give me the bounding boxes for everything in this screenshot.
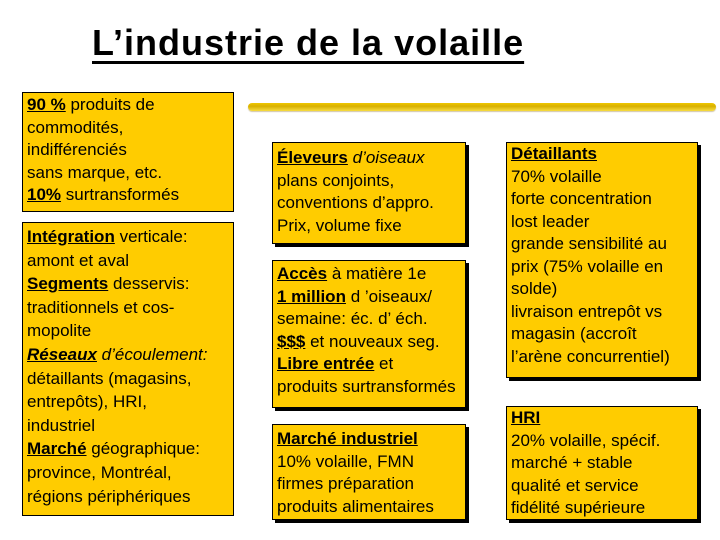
box2-line9: industriel (27, 415, 96, 435)
box7-line4: qualité et service (511, 475, 639, 495)
box7-heading: HRI (511, 408, 541, 427)
box6-line10: l’arène concurrentiel) (511, 346, 670, 366)
box5-line4: produits alimentaires (277, 496, 434, 516)
box1-line4: sans marque, etc. (27, 162, 163, 182)
box1-line1: 90 % produits de (27, 95, 155, 114)
box2-line10: Marché géographique: (27, 439, 200, 459)
box6-line6: prix (75% volaille en (511, 256, 664, 276)
box4-line1: Accès à matière 1e (277, 264, 427, 283)
box4-line2: 1 million d ’oiseaux/ (277, 286, 432, 306)
box4-line3: semaine: éc. d’ éch. (277, 309, 428, 328)
breeders-box (272, 142, 466, 244)
box5-line2: 10% volaille, FMN (277, 451, 414, 471)
box6-line9: magasin (accroît (511, 324, 637, 343)
box3-line3: conventions d’appro. (277, 193, 434, 212)
box1-line3: indifférenciés (27, 140, 127, 159)
box2-line1: Intégration verticale: (27, 227, 188, 246)
box6-line2: 70% volaille (511, 166, 602, 186)
box3-line4: Prix, volume fixe (277, 215, 402, 235)
box6-heading: Détaillants (511, 144, 597, 163)
commodities-box (22, 92, 234, 212)
box3-line1: Éleveurs d’oiseaux (277, 148, 425, 167)
box6-line7: solde) (511, 279, 558, 298)
box4-line6: produits surtransformés (277, 376, 456, 396)
access-box (272, 260, 466, 408)
box2-line12: régions périphériques (27, 486, 191, 506)
box7-line3: marché + stable (511, 453, 633, 472)
box2-line4: traditionnels et cos- (27, 297, 175, 317)
page-title: L’industrie de la volaille (92, 22, 525, 63)
box4-line5: Libre entrée et (277, 354, 394, 373)
box3-line2: plans conjoints, (277, 170, 395, 190)
box2-line7: détaillants (magasins, (27, 368, 192, 388)
box5-heading: Marché industriel (277, 429, 418, 448)
decorative-rule (248, 103, 716, 111)
box6-line8: livraison entrepôt vs (511, 301, 663, 321)
box6-line5: grande sensibilité au (511, 234, 667, 253)
box2-line11: province, Montréal, (27, 462, 172, 482)
box2-line6: Réseaux d’écoulement: (27, 344, 208, 364)
box4-line4: $$$ et nouveaux seg. (277, 331, 440, 351)
box2-line5: mopolite (27, 321, 92, 341)
box6-line3: forte concentration (511, 189, 652, 208)
box1-line2: commodités, (27, 117, 124, 137)
box7-line5: fidélité supérieure (511, 498, 646, 517)
box2-line8: entrepôts), HRI, (27, 392, 147, 412)
industrial-market-box (272, 424, 466, 520)
integration-box (22, 222, 234, 516)
box7-line2: 20% volaille, spécif. (511, 430, 661, 450)
box1-line5: 10% surtransformés (27, 185, 180, 204)
retailers-box (506, 142, 698, 378)
box5-line3: firmes préparation (277, 474, 415, 493)
box2-line3: Segments desservis: (27, 274, 190, 294)
box2-line2: amont et aval (27, 250, 130, 270)
box6-line4: lost leader (511, 211, 590, 231)
hri-box (506, 406, 698, 520)
